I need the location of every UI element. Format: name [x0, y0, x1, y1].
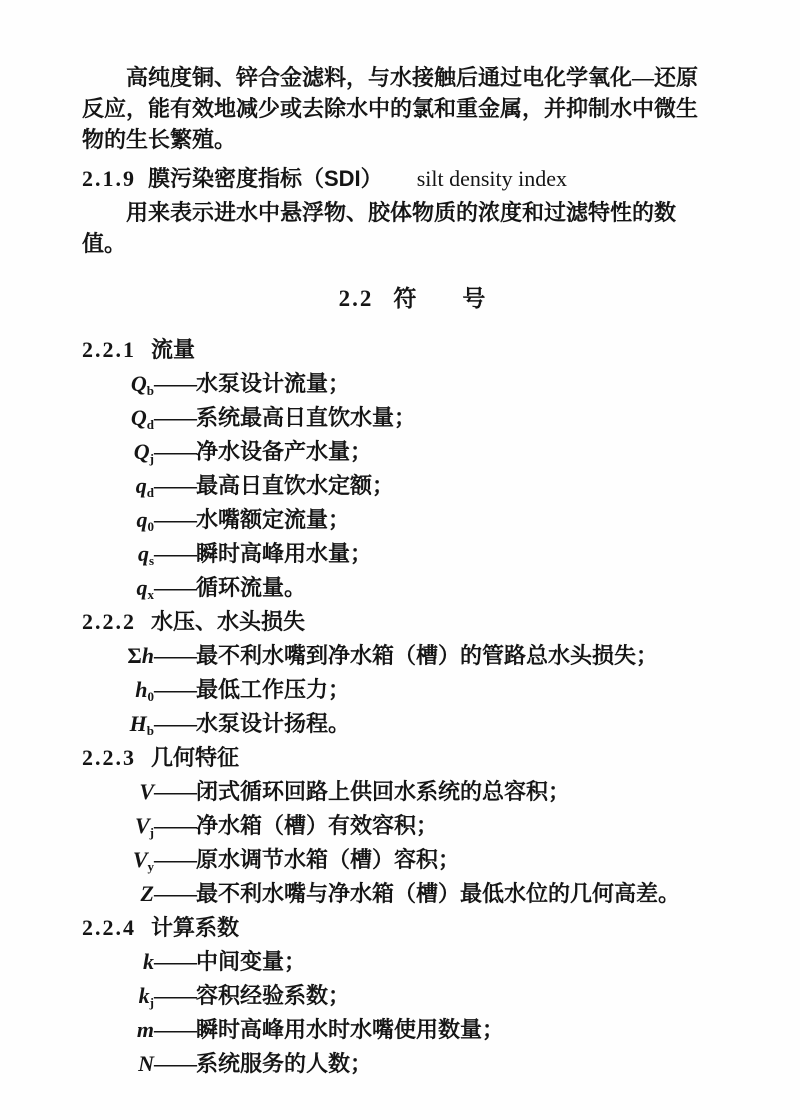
- symbol-description: 水嘴额定流量；: [196, 507, 351, 532]
- symbol-description: 系统最高日直饮水量；: [196, 405, 417, 430]
- term-heading-2-1-9: [82, 163, 742, 195]
- subsection-number: 2.2.4: [82, 915, 136, 940]
- symbol-subscript: j: [149, 451, 154, 466]
- symbol: [82, 707, 154, 741]
- paragraph-line: 反应，能有效地减少或去除水中的氯和重金属，并抑制水中微生: [82, 96, 699, 121]
- symbol-description: 最高日直饮水定额；: [196, 473, 395, 498]
- definition-paragraph-2-1-8: [82, 62, 742, 155]
- symbol: [82, 435, 154, 469]
- symbol: [82, 945, 154, 979]
- symbol-base: h: [135, 677, 148, 702]
- symbol-subscript: d: [146, 485, 154, 500]
- symbol: [82, 571, 154, 605]
- symbol: [82, 401, 154, 435]
- symbol-description: 净水设备产水量；: [196, 439, 373, 464]
- symbol-entry: [82, 367, 742, 401]
- symbol-description: 最不利水嘴到净水箱（槽）的管路总水头损失；: [196, 643, 659, 668]
- symbol-entry: [82, 537, 742, 571]
- symbol: [82, 1013, 154, 1047]
- symbol-description: 瞬时高峰用水量；: [196, 541, 373, 566]
- symbol: [82, 775, 154, 809]
- symbol-base: Q: [133, 439, 150, 464]
- symbol-entry: [82, 639, 742, 673]
- symbol-entry: [82, 775, 742, 809]
- subsection-title: 流量: [151, 337, 196, 362]
- symbol-base: Q: [130, 405, 147, 430]
- symbol-subscript: d: [146, 417, 154, 432]
- symbol-entry: [82, 571, 742, 605]
- symbol-base: q: [136, 507, 148, 532]
- term-title-english: silt density index: [416, 166, 568, 191]
- dash: ——: [154, 1017, 196, 1042]
- subsection-number: 2.2.1: [82, 337, 136, 362]
- symbol-subscript: 0: [147, 689, 154, 704]
- symbol-base: V: [139, 779, 154, 804]
- symbol-base: V: [132, 847, 148, 872]
- symbol: [82, 537, 154, 571]
- symbol-entry: [82, 1013, 742, 1047]
- subsection-heading-2-2-3: [82, 741, 742, 775]
- dash: ——: [154, 677, 196, 702]
- symbol-entry: [82, 979, 742, 1013]
- dash: ——: [154, 813, 196, 838]
- page-content: [82, 62, 742, 1081]
- symbol-description: 最不利水嘴与净水箱（槽）最低水位的几何高差。: [196, 881, 681, 906]
- paragraph-line: 值。: [82, 231, 127, 256]
- symbol-description: 瞬时高峰用水时水嘴使用数量；: [196, 1017, 505, 1042]
- symbol-base: Z: [140, 881, 154, 906]
- term-number: 2.1.9: [82, 166, 136, 191]
- symbol-base: q: [136, 575, 148, 600]
- symbol-entry: [82, 877, 742, 911]
- symbol-entry: [82, 1047, 742, 1081]
- symbol-base: k: [138, 983, 150, 1008]
- dash: ——: [154, 439, 196, 464]
- symbol-prefix: Σ: [127, 643, 142, 668]
- symbol: [82, 843, 154, 877]
- symbol-base: q: [137, 541, 149, 566]
- symbol-description: 系统服务的人数；: [196, 1051, 373, 1076]
- symbol-base: m: [136, 1017, 154, 1042]
- dash: ——: [154, 541, 196, 566]
- section-number: 2.2: [338, 286, 374, 311]
- symbol: [82, 979, 154, 1013]
- symbol: [82, 469, 154, 503]
- dash: ——: [154, 983, 196, 1008]
- symbol-base: N: [138, 1051, 154, 1076]
- symbol: [82, 1047, 154, 1081]
- subsection-title: 计算系数: [151, 915, 240, 940]
- symbol-subscript: 0: [147, 519, 154, 534]
- paragraph-line: 高纯度铜、锌合金滤料，与水接触后通过电化学氧化—还原: [126, 65, 699, 90]
- dash: ——: [154, 405, 196, 430]
- symbol-subscript: b: [146, 383, 154, 398]
- symbol: [82, 503, 154, 537]
- symbol-base: Q: [130, 371, 147, 396]
- subsection-title: 几何特征: [151, 745, 240, 770]
- symbol-subscript: s: [148, 553, 154, 568]
- section-heading-2-2: [82, 280, 742, 316]
- symbol-subscript: j: [149, 995, 154, 1010]
- symbol: [82, 639, 154, 673]
- symbol-entry: [82, 843, 742, 877]
- symbol-base: V: [134, 813, 150, 838]
- symbol-description: 水泵设计扬程。: [196, 711, 351, 736]
- symbol-entry: [82, 435, 742, 469]
- dash: ——: [154, 711, 196, 736]
- dash: ——: [154, 643, 196, 668]
- symbol-description: 容积经验系数；: [196, 983, 351, 1008]
- symbol-entry: [82, 673, 742, 707]
- dash: ——: [154, 779, 196, 804]
- dash: ——: [154, 1051, 196, 1076]
- symbol-base: h: [141, 643, 154, 668]
- symbol-entry: [82, 401, 742, 435]
- symbol: [82, 367, 154, 401]
- symbol-description: 中间变量；: [196, 949, 307, 974]
- subsection-number: 2.2.3: [82, 745, 136, 770]
- symbol-subscript: b: [146, 723, 154, 738]
- subsection-heading-2-2-4: [82, 911, 742, 945]
- symbol-entry: [82, 469, 742, 503]
- symbol-subscript: j: [149, 825, 154, 840]
- symbol-subscript: y: [147, 859, 154, 874]
- symbols-list: [82, 333, 742, 1081]
- symbol-description: 净水箱（槽）有效容积；: [196, 813, 439, 838]
- symbol-entry: [82, 809, 742, 843]
- dash: ——: [154, 949, 196, 974]
- dash: ——: [154, 371, 196, 396]
- dash: ——: [154, 473, 196, 498]
- symbol: [82, 673, 154, 707]
- symbol-base: k: [143, 949, 154, 974]
- subsection-heading-2-2-2: [82, 605, 742, 639]
- subsection-heading-2-2-1: [82, 333, 742, 367]
- symbol-description: 循环流量。: [196, 575, 307, 600]
- symbol: [82, 809, 154, 843]
- symbol-base: H: [129, 711, 147, 736]
- symbol-description: 原水调节水箱（槽）容积；: [196, 847, 461, 872]
- subsection-number: 2.2.2: [82, 609, 136, 634]
- symbol-subscript: x: [147, 587, 154, 602]
- term-title-chinese: 膜污染密度指标（SDI）: [148, 166, 383, 191]
- symbol-entry: [82, 945, 742, 979]
- symbol-description: 闭式循环回路上供回水系统的总容积；: [196, 779, 571, 804]
- dash: ——: [154, 881, 196, 906]
- symbol-entry: [82, 707, 742, 741]
- paragraph-line: 物的生长繁殖。: [82, 127, 237, 152]
- dash: ——: [154, 507, 196, 532]
- dash: ——: [154, 847, 196, 872]
- definition-paragraph-2-1-9: [82, 197, 742, 259]
- dash: ——: [154, 575, 196, 600]
- subsection-title: 水压、水头损失: [151, 609, 306, 634]
- symbol-entry: [82, 503, 742, 537]
- section-title: 符 号: [393, 285, 486, 311]
- symbol-base: q: [135, 473, 147, 498]
- symbol-description: 水泵设计流量；: [196, 371, 351, 396]
- symbol: [82, 877, 154, 911]
- symbol-description: 最低工作压力；: [196, 677, 351, 702]
- paragraph-line: 用来表示进水中悬浮物、胶体物质的浓度和过滤特性的数: [126, 200, 677, 225]
